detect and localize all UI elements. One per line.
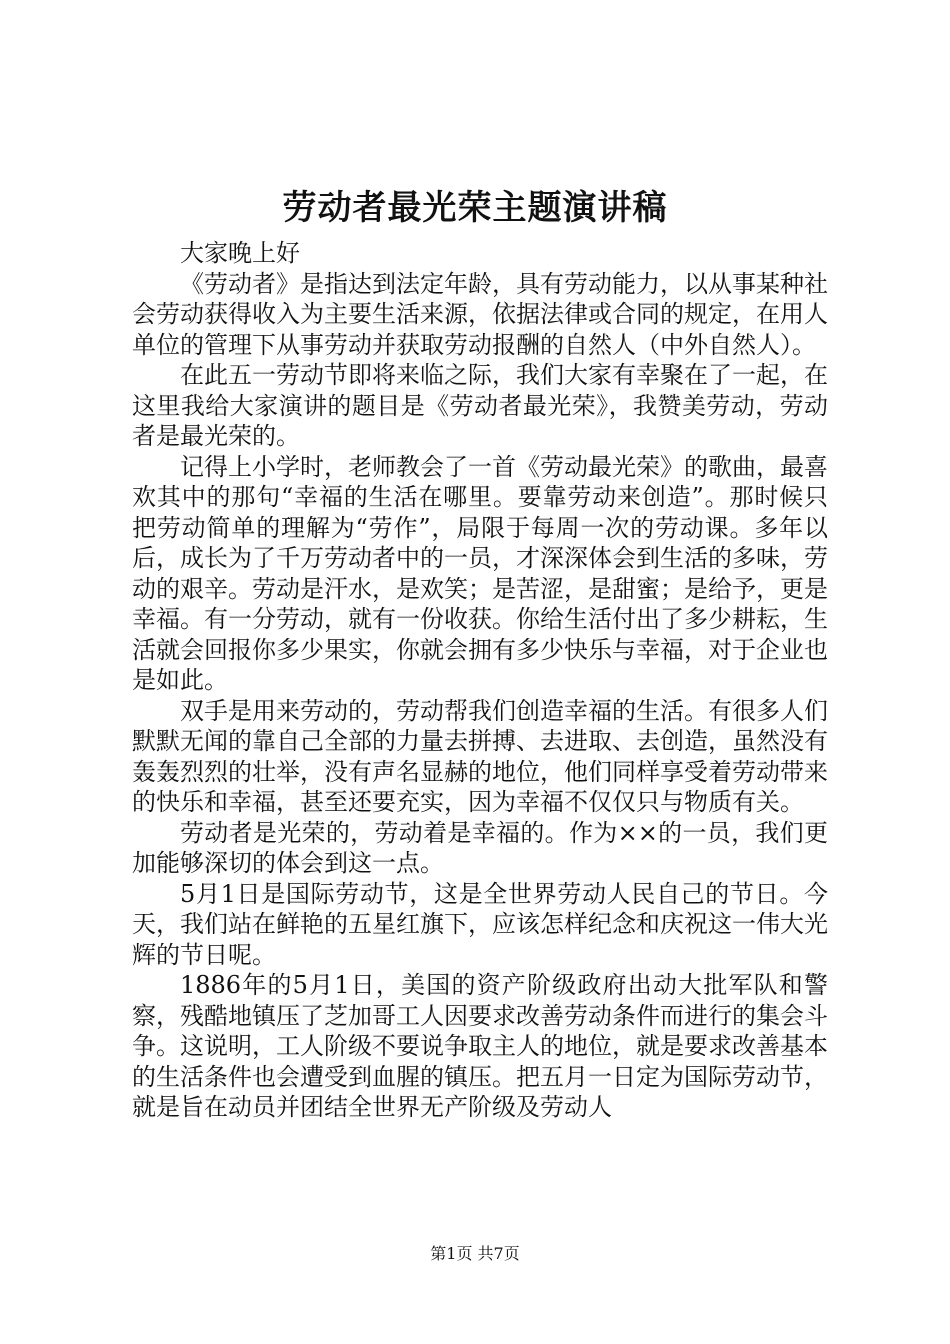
paragraph: 5月1日是国际劳动节，这是全世界劳动人民自己的节日。今天，我们站在鲜艳的五星红旗下，应该怎样纪念和庆祝这一伟大光辉的节日呢。 — [132, 879, 828, 969]
paragraph: 1886年的5月1日，美国的资产阶级政府出动大批军队和警察，残酷地镇压了芝加哥工人因要求改善劳动条件而进行的集会斗争。这说明，工人阶级不要说争取主人的地位，就是要求改善基本的生活条件也会遭受到血腥的镇压。把五月一日定为国际劳动节，就是旨在动员并团结全世界无产阶级及劳动人 — [132, 971, 828, 1121]
paragraph: 劳动者是光荣的，劳动着是幸福的。作为××的一员，我们更加能够深切的体会到这一点。 — [132, 818, 828, 877]
document-body — [132, 238, 828, 1123]
page-number-footer: 第1页 共7页 — [430, 1244, 520, 1263]
paragraph: 记得上小学时，老师教会了一首《劳动最光荣》的歌曲，最喜欢其中的那句“幸福的生活在哪里。要靠劳动来创造”。那时候只把劳动简单的理解为“劳作”，局限于每周一次的劳动课。多年以后，成长为了千万劳动者中的一员，才深深体会到生活的多味，劳动的艰辛。劳动是汗水，是欢笑；是苦涩，是甜蜜；是给予，更是幸福。有一分劳动，就有一份收获。你给生活付出了多少耕耘，生活就会回报你多少果实，你就会拥有多少快乐与幸福，对于企业也是如此。 — [132, 452, 828, 694]
paragraph: 《劳动者》是指达到法定年龄，具有劳动能力，以从事某种社会劳动获得收入为主要生活来源，依据法律或合同的规定，在用人单位的管理下从事劳动并获取劳动报酬的自然人（中外自然人）。 — [132, 269, 828, 359]
document-title: 劳动者最光荣主题演讲稿 — [282, 188, 668, 228]
paragraph: 在此五一劳动节即将来临之际，我们大家有幸聚在了一起，在这里我给大家演讲的题目是《劳动者最光荣》，我赞美劳动，劳动者是最光荣的。 — [132, 361, 828, 450]
greeting-line: 大家晚上好 — [180, 239, 300, 267]
paragraph: 双手是用来劳动的，劳动帮我们创造幸福的生活。有很多人们默默无闻的靠自己全部的力量去拼搏、去进取、去创造，虽然没有轰轰烈烈的壮举，没有声名显赫的地位，他们同样享受着劳动带来的快乐和幸福，甚至还要充实，因为幸福不仅仅只与物质有关。 — [132, 696, 828, 816]
